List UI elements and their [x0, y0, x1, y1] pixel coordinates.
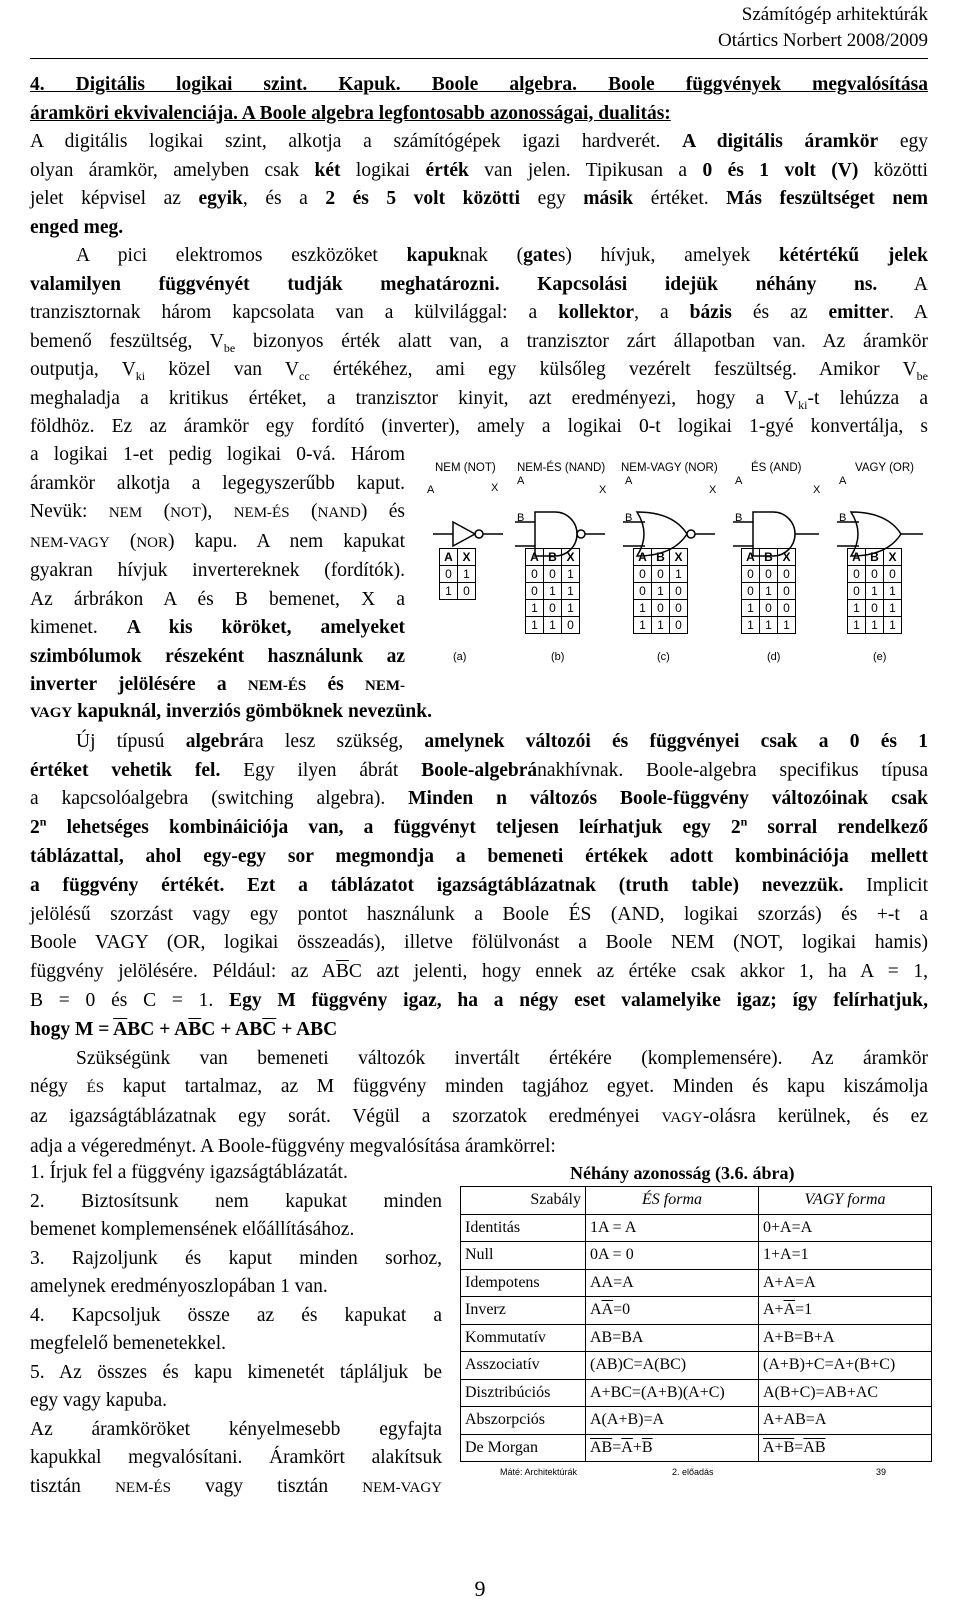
truth-cell: 0 — [760, 566, 778, 583]
truth-cell: A — [742, 549, 760, 566]
truth-cell: 1 — [670, 566, 688, 583]
truth-row — [526, 617, 580, 634]
and-form: $\overline{AB}=\overline{A}+\overline{B}$ — [586, 1434, 759, 1462]
gate-title-or: VAGY (OR) — [855, 462, 914, 474]
truth-cell: 0 — [778, 566, 796, 583]
footer-left: Máté: Architektúrák — [500, 1467, 578, 1477]
table-row — [461, 1352, 932, 1380]
nand-input-a: A — [517, 475, 525, 487]
table-row — [461, 1242, 932, 1270]
truth-cell: X — [884, 549, 902, 566]
truth-cell: 0 — [670, 583, 688, 600]
and-truth-table — [741, 548, 796, 634]
truth-row — [848, 566, 902, 583]
truth-row — [848, 583, 902, 600]
truth-row — [742, 583, 796, 600]
truth-cell: 0 — [778, 583, 796, 600]
truth-cell: 0 — [742, 566, 760, 583]
and-form: AB=BA — [586, 1324, 759, 1352]
gate-title-nand: NEM-ÉS (NAND) — [517, 462, 606, 474]
and-output-x: X — [813, 484, 821, 496]
truth-row — [848, 600, 902, 617]
truth-cell: 0 — [544, 566, 562, 583]
or-form: A(B+C)=AB+AC — [759, 1379, 932, 1407]
nor-truth-table — [633, 548, 688, 634]
or-form: $A+B=\overline{A}\overline{B}$ — [759, 1434, 932, 1462]
truth-cell: 0 — [778, 600, 796, 617]
truth-cell: 1 — [760, 617, 778, 634]
table-row — [461, 1297, 932, 1325]
truth-cell: 1 — [884, 617, 902, 634]
truth-cell: A — [634, 549, 652, 566]
not-truth-table — [439, 548, 476, 600]
header-rule — [30, 58, 928, 59]
rule-name: De Morgan — [461, 1434, 586, 1462]
truth-cell: 1 — [778, 617, 796, 634]
truth-cell: 0 — [634, 566, 652, 583]
header-and-col: ÉS forma — [586, 1187, 759, 1215]
or-input-a: A — [839, 475, 847, 487]
truth-row — [634, 617, 688, 634]
truth-cell: 0 — [544, 600, 562, 617]
truth-cell: X — [670, 549, 688, 566]
truth-cell: B — [866, 549, 884, 566]
truth-cell: B — [652, 549, 670, 566]
truth-cell: 0 — [562, 617, 580, 634]
nand-input-b: B — [517, 512, 525, 524]
truth-cell: 1 — [526, 600, 544, 617]
and-input-b: B — [735, 512, 743, 524]
or-form: A+B=B+A — [759, 1324, 932, 1352]
label-d: (d) — [767, 651, 781, 663]
truth-cell: 1 — [634, 617, 652, 634]
truth-cell: 0 — [634, 583, 652, 600]
truth-cell: 0 — [866, 566, 884, 583]
table-row — [461, 1324, 932, 1352]
truth-row — [526, 549, 580, 566]
truth-row — [848, 549, 902, 566]
rule-name: Idempotens — [461, 1269, 586, 1297]
not-input-a: A — [427, 484, 435, 496]
page-number: 9 — [474, 1576, 486, 1601]
nor-input-a: A — [625, 475, 633, 487]
truth-row — [742, 600, 796, 617]
truth-cell: 1 — [652, 617, 670, 634]
table-row — [461, 1214, 932, 1242]
steps-list: 1. Írjuk fel a függvény igazságtáblázatát. 2. Biztosítsunk nem kapukat minden bemenet komplemensének előállításához. 3. Rajzoljunk és kaput minden sorhoz, amelynek eredményoszlopában 1 van. 4. Kapcsoljuk össze az és kapukat a megfelelő bemenetekkel. 5. Az összes és kapu kimenetét tápláljuk be egy vagy kapuba. Az áramköröket kényelmesebb egyfajta kapukkal megvalósítani. Áramkört alakítsuk tisztán NEM-ÉS vagy tisztán NEM-VAGY — [30, 1162, 442, 1497]
truth-row — [440, 566, 476, 583]
truth-cell: 0 — [652, 566, 670, 583]
truth-cell: 0 — [652, 600, 670, 617]
truth-row — [634, 583, 688, 600]
truth-cell: 1 — [458, 566, 476, 583]
identity-table-title: Néhány azonosság (3.6. ábra) — [570, 1163, 795, 1183]
header-course: Számítógép arhitektúrák — [741, 4, 928, 25]
truth-cell: 1 — [760, 583, 778, 600]
truth-cell: 1 — [526, 617, 544, 634]
or-form: A+AB=A — [759, 1407, 932, 1435]
or-form: A+A=A — [759, 1269, 932, 1297]
truth-cell: 1 — [884, 600, 902, 617]
truth-row — [526, 566, 580, 583]
table-row — [461, 1269, 932, 1297]
truth-row — [634, 600, 688, 617]
truth-cell: 1 — [562, 583, 580, 600]
truth-cell: 0 — [526, 583, 544, 600]
truth-cell: 1 — [652, 583, 670, 600]
gate-title-not: NEM (NOT) — [435, 462, 496, 474]
truth-row — [526, 600, 580, 617]
section-boole: VAGY kapuknál, inverziós gömböknek nevezünk. Új típusú algebrára lesz szükség, amelynek változói és függvényei csak a 0 és 1 értéket vehetik fel. Egy ilyen ábrát Boole-algebránakhívnak. Boole-algebra specifikus típusa a kapcsolóalgebra (switching algebra). Minden n változós Boole-függvény változóinak csak 2$^n$ lehetséges kombináiciója van, a függvényt teljesen leírhatjuk egy 2$^n$ sorral rendelkező táblázattal, ahol egy-egy sor megmondja a bemeneti értékek adott kombinációja mellett a függvény értékét. Ezt a táblázatot igazságtáblázatnak (truth table) nevezzük. Implicit jelölésű szorzást vagy egy pontot használunk a Boole ÉS (AND, logikai szorzás) és +-t a Boole VAGY (OR, logikai összeadás), illetve fölülvonást a Boole NEM (NOT, logikai hamis) függvény jelölésére. Például: az $A\overline{B}C$ azt jelenti, hogy ennek az értéke csak akkor 1, ha A = 1, B = 0 és C = 1. Egy M függvény igaz, ha a négy eset valamelyike igaz; így felírhatjuk, hogy $M = \overline{A}BC + A\overline{B}C + AB\overline{C}$ + ABC Szükségünk van bemeneti változók invertált értékére (komplemensére). Az áramkör négy ÉS kaput tartalmaz, az M függvény minden tagjához egyet. Minden és kapu kiszámolja az igazságtáblázatnak egy sorát. Végül a szorzatok eredményei VAGY-olásra kerülnek, és ez adja a végeredményt. A Boole-függvény megvalósítása áramkörrel: — [30, 701, 929, 1157]
truth-cell: 0 — [866, 600, 884, 617]
rule-name: Inverz — [461, 1297, 586, 1325]
truth-row — [742, 566, 796, 583]
nor-output-x: X — [709, 484, 717, 496]
truth-cell: 1 — [742, 600, 760, 617]
truth-cell: X — [458, 549, 476, 566]
and-input-a: A — [735, 475, 743, 487]
identity-table — [460, 1186, 932, 1462]
truth-cell: 0 — [848, 566, 866, 583]
truth-cell: X — [778, 549, 796, 566]
truth-cell: 1 — [866, 617, 884, 634]
truth-cell: A — [440, 549, 458, 566]
rule-name: Identitás — [461, 1214, 586, 1242]
and-form: AA=A — [586, 1269, 759, 1297]
truth-cell: 1 — [440, 583, 458, 600]
or-input-b: B — [839, 512, 847, 524]
truth-row — [742, 549, 796, 566]
truth-cell: 1 — [866, 583, 884, 600]
truth-cell: 1 — [848, 617, 866, 634]
truth-cell: 0 — [670, 600, 688, 617]
label-c: (c) — [657, 651, 670, 663]
rule-name: Abszorpciós — [461, 1407, 586, 1435]
truth-row — [634, 566, 688, 583]
footer-mid: 2. előadás — [672, 1467, 714, 1477]
or-form: (A+B)+C=A+(B+C) — [759, 1352, 932, 1380]
truth-cell: 0 — [760, 600, 778, 617]
header-rule-col: Szabály — [461, 1187, 586, 1215]
nor-input-b: B — [625, 512, 633, 524]
label-a: (a) — [453, 651, 467, 663]
truth-cell: 1 — [562, 566, 580, 583]
truth-cell: 1 — [544, 583, 562, 600]
and-form: A(A+B)=A — [586, 1407, 759, 1435]
gate-title-and: ÉS (AND) — [751, 462, 802, 474]
and-form: A+BC=(A+B)(A+C) — [586, 1379, 759, 1407]
and-form: (AB)C=A(BC) — [586, 1352, 759, 1380]
truth-cell: 0 — [884, 566, 902, 583]
truth-cell: B — [760, 549, 778, 566]
truth-cell: 0 — [440, 566, 458, 583]
truth-cell: 0 — [458, 583, 476, 600]
truth-cell: 1 — [562, 600, 580, 617]
section-intro: 4. Digitális logikai szint. Kapuk. Boole algebra. Boole függvények megvalósítása áramköri ekvivalenciája. A Boole algebra legfontosabb azonosságai, dualitás: A digitális logikai szint, alkotja a számítógépek igazi hardverét. A digitális áramkör egy olyan áramkör, amelyben csak két logikai érték van jelen. Tipikusan a 0 és 1 volt (V) közötti jelet képvisel az egyik, és a 2 és 5 volt közötti egy másik értéket. Más feszültséget nem enged meg. A pici elektromos eszközöket kapuknak (gates) hívjuk, amelyek kétértékű jelek valamilyen függvényét tudják meghatározni. Kapcsolási idejük néhány ns. A tranzisztornak három kapcsolata van a külvilággal: a kollektor, a bázis és az emitter. A bemenő feszültség, $V_{be}$ bizonyos érték alatt van, a tranzisztor zárt állapotban van. Az áramkör outputja, $V_{ki}$ közel van $V_{cc}$ értékéhez, ami egy külsőleg vezérelt feszültség. Amikor $V_{be}$ meghaladja a kritikus értéket, a tranzisztor kinyit, azt eredményezi, hogy a $V_{ki}-t$ lehúzza a földhöz. Ez az áramkör egy fordító (inverter), amely a logikai 0-t logikai 1-gyé konvertálja, s — [30, 74, 929, 437]
table-row — [461, 1379, 932, 1407]
gates-description: a logikai 1-et pedig logikai 0-vá. Három áramkör alkotja a legegyszerűbb kaput. Nevük: NEM (NOT), NEM-ÉS (NAND) és NEM-VAGY (NOR) kapu. A nem kapukat gyakran hívjuk invertereknek (fordítók). Az árbrákon A és B bemenet, X a kimenet. A kis köröket, amelyeket szimbólumok részeként használunk az inverter jelölésére a NEM-ÉS és NEM- — [30, 444, 405, 695]
table-row — [461, 1434, 932, 1462]
page-header — [718, 2, 928, 54]
truth-row — [440, 583, 476, 600]
table-row — [461, 1407, 932, 1435]
truth-cell: 0 — [526, 566, 544, 583]
and-form: $A\overline{A}=0$ — [586, 1297, 759, 1325]
gate-title-nor: NEM-VAGY (NOR) — [621, 462, 718, 474]
header-or-col: VAGY forma — [759, 1187, 932, 1215]
truth-cell: B — [544, 549, 562, 566]
truth-cell: 1 — [634, 600, 652, 617]
truth-row — [440, 549, 476, 566]
or-form: 0+A=A — [759, 1214, 932, 1242]
or-form: $A+\overline{A}=1$ — [759, 1297, 932, 1325]
rule-name: Null — [461, 1242, 586, 1270]
truth-cell: 1 — [884, 583, 902, 600]
rule-name: Kommutatív — [461, 1324, 586, 1352]
truth-cell: 0 — [670, 617, 688, 634]
nand-truth-table — [525, 548, 580, 634]
and-form: 1A = A — [586, 1214, 759, 1242]
nand-output-x: X — [599, 484, 607, 496]
truth-cell: A — [848, 549, 866, 566]
footer-right: 39 — [876, 1467, 887, 1477]
rule-name: Asszociatív — [461, 1352, 586, 1380]
header-author: Otártics Norbert 2008/2009 — [717, 30, 928, 51]
label-e: (e) — [873, 651, 887, 663]
truth-row — [742, 617, 796, 634]
identity-table-header — [461, 1187, 932, 1215]
truth-row — [526, 583, 580, 600]
truth-cell: 1 — [742, 617, 760, 634]
not-output-x: X — [491, 482, 499, 494]
truth-cell: 1 — [544, 617, 562, 634]
truth-cell: 0 — [848, 583, 866, 600]
and-form: 0A = 0 — [586, 1242, 759, 1270]
truth-cell: A — [526, 549, 544, 566]
label-b: (b) — [551, 651, 565, 663]
rule-name: Disztribúciós — [461, 1379, 586, 1407]
truth-row — [848, 617, 902, 634]
or-truth-table — [847, 548, 902, 634]
truth-cell: X — [562, 549, 580, 566]
logic-gates-figure — [425, 462, 925, 678]
truth-cell: 1 — [848, 600, 866, 617]
or-form: 1+A=1 — [759, 1242, 932, 1270]
truth-row — [634, 549, 688, 566]
truth-cell: 0 — [742, 583, 760, 600]
